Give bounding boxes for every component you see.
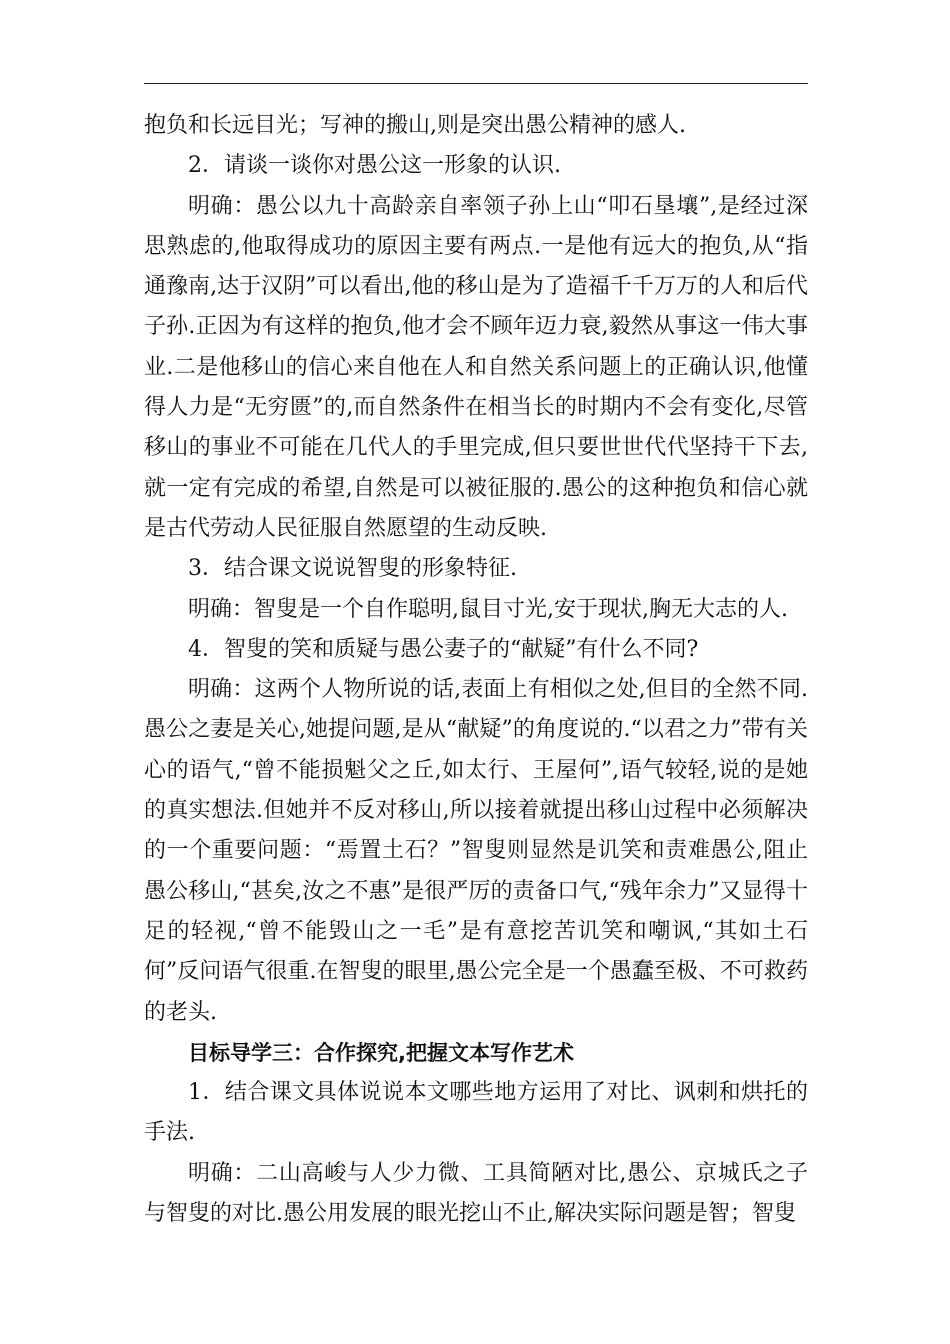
answer-3: 明确：智叟是一个自作聪明,鼠目寸光,安于现状,胸无大志的人.	[188, 596, 788, 622]
section-heading: 目标导学三：合作探究,把握文本写作艺术	[188, 1040, 574, 1065]
header-rule	[144, 83, 808, 84]
question-3: 3．结合课文说说智叟的形象特征.	[188, 556, 517, 582]
paragraph-continuation: 抱负和长远目光；写神的搬山,则是突出愚公精神的感人.	[144, 113, 686, 138]
section-answer-1: 明确：二山高峻与人少力微、工具简陋对比,愚公、京城氏之子与智叟的对比.愚公用发展的眼光挖山不止,解决实际问题是智；智叟	[144, 1160, 808, 1227]
question-4: 4．智叟的笑和质疑与愚公妻子的“献疑”有什么不同?	[188, 636, 699, 662]
question-2: 2．请谈一谈你对愚公这一形象的认识.	[188, 153, 561, 179]
answer-2: 明确：愚公以九十高龄亲自率领子孙上山“叩石垦壤”,是经过深思熟虑的,他取得成功的原因主要有两点.一是他有远大的抱负,从“指通豫南,达于汉阴”可以看出,他的移山是为了造福千千万万的人和后代子孙.正因为有这样的抱负,他才会不顾年迈力衰,毅然从事这一伟大事业.二是他移山的信心来自他在人和自然关系问题上的正确认识,他懂得人力是“无穷匮”的,而自然条件在相当长的时期内不会有变化,尽管移山的事业不可能在几代人的手里完成,但只要世世代代坚持干下去,就一定有完成的希望,自然是可以被征服的.愚公的这种抱负和信心就是古代劳动人民征服自然愿望的生动反映.	[144, 193, 808, 541]
document-body	[144, 106, 808, 1234]
answer-4: 明确：这两个人物所说的话,表面上有相似之处,但目的全然不同.愚公之妻是关心,她提问题,是从“献疑”的角度说的.“以君之力”带有关心的语气,“曾不能损魁父之丘,如太行、王屋何”,语气较轻,说的是她的真实想法.但她并不反对移山,所以接着就提出移山过程中必须解决的一个重要问题：“焉置土石？”智叟则显然是讥笑和责难愚公,阻止愚公移山,“甚矣,汝之不惠”是很严厉的责备口气,“残年余力”又显得十足的轻视,“曾不能毁山之一毛”是有意挖苦讥笑和嘲讽,“其如土石何”反问语气很重.在智叟的眼里,愚公完全是一个愚蠢至极、不可救药的老头.	[144, 677, 808, 1025]
section-question-1: 1．结合课文具体说说本文哪些地方运用了对比、讽刺和烘托的手法.	[144, 1080, 808, 1146]
document-page	[144, 0, 808, 1344]
